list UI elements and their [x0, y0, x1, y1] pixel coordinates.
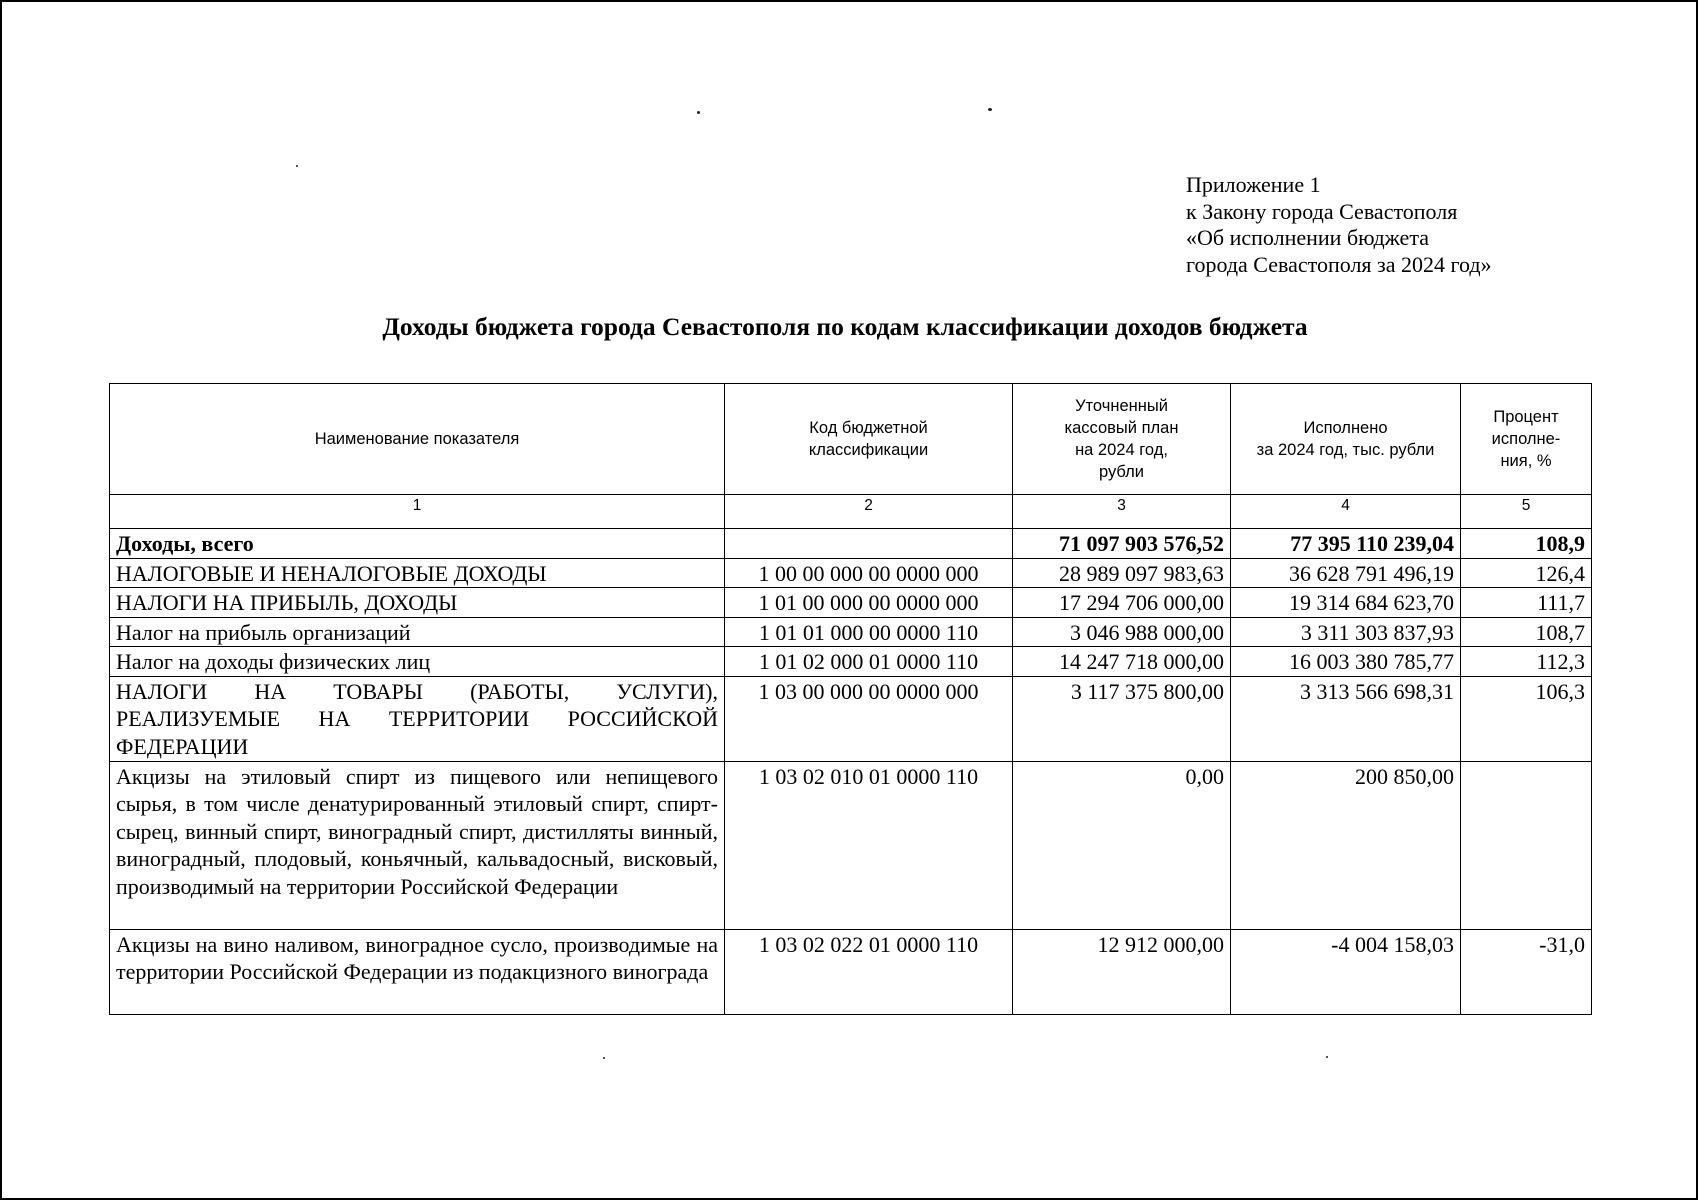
- plan-value: 17 294 706 000,00: [1013, 588, 1231, 618]
- table-row: [110, 761, 1592, 929]
- executed-value: -4 004 158,03: [1231, 929, 1461, 1014]
- header-line: на 2024 год,: [1075, 441, 1168, 459]
- column-number: 5: [1461, 495, 1592, 529]
- header-executed: [1231, 384, 1461, 495]
- budget-code: 1 03 02 022 01 0000 110: [725, 929, 1013, 1014]
- budget-code: 1 01 02 000 01 0000 110: [725, 647, 1013, 677]
- header-budget-code: [725, 384, 1013, 495]
- table-row: [110, 676, 1592, 761]
- appendix-line: к Закону города Севастополя: [1186, 198, 1458, 224]
- plan-value: 12 912 000,00: [1013, 929, 1231, 1014]
- table-row: [110, 529, 1592, 559]
- indicator-name: Доходы, всего: [110, 529, 725, 559]
- appendix-line: города Севастополя за 2024 год»: [1186, 251, 1492, 277]
- header-line: Исполнено: [1303, 419, 1388, 437]
- scan-speck: [988, 108, 992, 111]
- percent-value: [1461, 761, 1592, 929]
- header-line: исполне-: [1491, 430, 1561, 448]
- plan-value: 3 046 988 000,00: [1013, 617, 1231, 647]
- column-number: 2: [725, 495, 1013, 529]
- percent-value: 108,9: [1461, 529, 1592, 559]
- budget-code: 1 03 00 000 00 0000 000: [725, 676, 1013, 761]
- plan-value: 3 117 375 800,00: [1013, 676, 1231, 761]
- appendix-line: Приложение 1: [1186, 172, 1321, 197]
- table-row: [110, 588, 1592, 618]
- budget-code: 1 01 01 000 00 0000 110: [725, 617, 1013, 647]
- column-number: 1: [110, 495, 725, 529]
- scan-speck: [296, 165, 298, 167]
- plan-value: 0,00: [1013, 761, 1231, 929]
- percent-value: 108,7: [1461, 617, 1592, 647]
- executed-value: 77 395 110 239,04: [1231, 529, 1461, 559]
- document-title: Доходы бюджета города Севастополя по кодам классификации доходов бюджета: [382, 312, 1308, 341]
- header-indicator-name: Наименование показателя: [110, 384, 725, 495]
- budget-code: 1 03 02 010 01 0000 110: [725, 761, 1013, 929]
- table-row: [110, 558, 1592, 588]
- header-line: Процент: [1493, 408, 1559, 426]
- appendix-line: «Об исполнении бюджета: [1186, 225, 1429, 250]
- table-row: [110, 617, 1592, 647]
- percent-value: -31,0: [1461, 929, 1592, 1014]
- table-row: [110, 929, 1592, 1014]
- indicator-name: Налог на доходы физических лиц: [110, 647, 725, 677]
- executed-value: 200 850,00: [1231, 761, 1461, 929]
- income-table: [109, 383, 1592, 1015]
- header-percent: [1461, 384, 1592, 495]
- indicator-name: Налог на прибыль организаций: [110, 617, 725, 647]
- scan-speck: [603, 1057, 605, 1059]
- budget-code: [725, 529, 1013, 559]
- header-line: рубли: [1099, 463, 1144, 481]
- executed-value: 36 628 791 496,19: [1231, 558, 1461, 588]
- indicator-name: Акцизы на вино наливом, виноградное сусло, производимые на территории Российской Федерации из подакцизного винограда: [110, 929, 725, 1014]
- executed-value: 3 311 303 837,93: [1231, 617, 1461, 647]
- percent-value: 111,7: [1461, 588, 1592, 618]
- header-line: классификации: [808, 441, 929, 459]
- header-line: кассовый план: [1064, 419, 1179, 437]
- indicator-name: НАЛОГОВЫЕ И НЕНАЛОГОВЫЕ ДОХОДЫ: [110, 558, 725, 588]
- header-line: Уточненный: [1075, 397, 1168, 415]
- table-header-row: [110, 384, 1592, 495]
- indicator-name: Акцизы на этиловый спирт из пищевого или непищевого сырья, в том числе денатурированный этиловый спирт, спирт-сырец, винный спирт, виноградный спирт, дистилляты винный, виноградный, плодовый, коньячный, кальвадосный, висковый, производимый на территории Российской Федерации: [110, 761, 725, 929]
- scan-speck: [1326, 1056, 1328, 1058]
- budget-code: 1 00 00 000 00 0000 000: [725, 558, 1013, 588]
- header-line: ния, %: [1500, 452, 1552, 470]
- appendix-note: [1186, 172, 1492, 278]
- header-line: Код бюджетной: [809, 419, 928, 437]
- column-number-row: [110, 495, 1592, 529]
- executed-value: 16 003 380 785,77: [1231, 647, 1461, 677]
- plan-value: 14 247 718 000,00: [1013, 647, 1231, 677]
- percent-value: 106,3: [1461, 676, 1592, 761]
- plan-value: 28 989 097 983,63: [1013, 558, 1231, 588]
- header-plan: [1013, 384, 1231, 495]
- column-number: 3: [1013, 495, 1231, 529]
- executed-value: 19 314 684 623,70: [1231, 588, 1461, 618]
- indicator-name: НАЛОГИ НА ПРИБЫЛЬ, ДОХОДЫ: [110, 588, 725, 618]
- plan-value: 71 097 903 576,52: [1013, 529, 1231, 559]
- percent-value: 126,4: [1461, 558, 1592, 588]
- budget-code: 1 01 00 000 00 0000 000: [725, 588, 1013, 618]
- header-line: за 2024 год, тыс. рубли: [1256, 441, 1435, 459]
- percent-value: 112,3: [1461, 647, 1592, 677]
- executed-value: 3 313 566 698,31: [1231, 676, 1461, 761]
- scan-speck: [697, 111, 700, 114]
- column-number: 4: [1231, 495, 1461, 529]
- indicator-name: НАЛОГИ НА ТОВАРЫ (РАБОТЫ, УСЛУГИ), РЕАЛИЗУЕМЫЕ НА ТЕРРИТОРИИ РОССИЙСКОЙ ФЕДЕРАЦИИ: [110, 676, 725, 761]
- table-row: [110, 647, 1592, 677]
